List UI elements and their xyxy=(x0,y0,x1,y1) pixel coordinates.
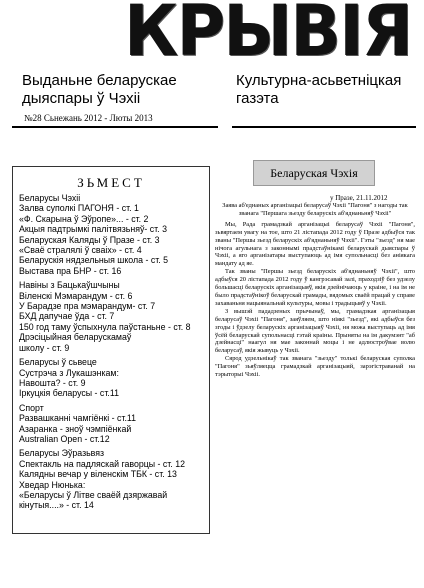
masthead-title: КРЫВІЯ xyxy=(124,0,412,72)
article xyxy=(215,202,415,379)
toc-entry: Развашканні чамгіёнкі - ст.11 xyxy=(19,413,137,424)
toc-entry: «Сваё стралялі ў сваіх» - ст. 4 xyxy=(19,245,142,256)
toc-entry: БХД дапучае ўда - ст. 7 xyxy=(19,311,115,322)
toc-entry: Беларуская Каляды ў Празе - ст. 3 xyxy=(19,234,160,245)
toc-entry: Беларускія нядзельныя школа - ст. 5 xyxy=(19,255,169,266)
divider-right xyxy=(232,126,416,128)
toc-entry: Калядны вечар у віленскім ТБК - ст. 13 xyxy=(19,469,177,480)
toc-entry: Навошта? - ст. 9 xyxy=(19,377,86,388)
article-paragraph: З вышэй пададзеных прычынаў, мы, грамадзкая арганізацыя беларусаў Чэхіі "Пагоня", заяўляем, што ніякі "зьезд", які адбыўся без згоды і ўдзелу беларускіх арганізацыяў Чэхіі, ня можа выступаць ад імя ўсёй беларускай супольнасці гэтай краіны. Прыняты на ім дакумэнт "аб дзейнасці" наагул ня мае законнай моцы і не адлюстроўвае волю беларусаў, якія жывуць у Чэхіі. xyxy=(215,307,415,355)
toc-heading: Спорт xyxy=(19,402,44,413)
article-paragraph: Так званы "Першы зьезд беларускіх аб'яднаньняў Чэхіі", што адбыўся 20 лістапада 2012 году ў кангрэсавай залі, праходзіў без удзелу большасці беларускіх арганізацыяў, якія дзейнічаюць у краіне, і на ім не было прадстаўнікоў беларускай грамады, вядомых сваёй працай у справе захаваньня нацыянальнай культуры, мовы і традыцыяў у Чэхіі. xyxy=(215,268,415,307)
publication-tagline: Культурна-асьветніцкая газэта xyxy=(236,72,402,107)
toc-entry: школу - ст. 9 xyxy=(19,342,70,353)
toc-entry: «Ф. Скарына ў Эўропе»... - ст. 2 xyxy=(19,213,149,224)
divider-left xyxy=(12,126,218,128)
toc-entry: «Беларусы ў Літве сваёй дзяржавай xyxy=(19,489,168,500)
article-paragraph: Мы, Рада грамадзкай арганізацыі беларусаў Чэхіі "Пагоня", зьвяртаем увагу на тое, што 21 лістапада 2012 году ў Празе адбыўся так званы "Першы зьезд беларускіх аб'яднаньняў Чэхіі". Гэты "зьезд" ня мае нічога агульнага з законнымі прадстаўнікамі беларускай дыяспары ў Чэхіі, а яго арганізатары выступаюць ад імя супольнасці без аніякага мандату ад яе. xyxy=(215,220,415,268)
toc-entry: Іркуцкія беларусы - ст.11 xyxy=(19,388,119,399)
article-lead: Заява аб'еднаных арганізацыі беларусаў Чэхіі "Пагоня" з нагоды так званага "Першага зьезду беларускіх аб'яднаньняў Чэхіі" xyxy=(222,202,408,217)
toc-heading: Беларусы Эўразьвяз xyxy=(19,448,105,459)
toc-entry: 150 год таму ўспыхнула паўстаньне - ст. 8 xyxy=(19,321,191,332)
toc-entry: Хведар Нюнька: xyxy=(19,479,86,490)
toc-entry: Акцыя падтрымкі палітвязьняў- ст. 3 xyxy=(19,224,167,235)
issue-number: №28 Сьнежань 2012 - Люты 2013 xyxy=(24,113,153,123)
toc-entry: Спектакль на падляскай гаворцы - ст. 12 xyxy=(19,458,186,469)
article-paragraph: Сярод удзельнікаў так званага "зьезду" толькі беларуская суполка "Пагоня" зьяўляецца грамадзкай арганізацыяй, зарэгістраванай на тэрыторыі Чэхіі. xyxy=(215,355,415,379)
dateline: у Празе, 21.11.2012 xyxy=(330,194,388,202)
toc-entry: У Барадзе пра мэмарандум- ст. 7 xyxy=(19,301,156,312)
toc-heading: Навіны з Бацькаўшчыны xyxy=(19,280,120,291)
toc-entry: Выстава пра БНР - ст. 16 xyxy=(19,265,122,276)
toc-entry: Дрэсіцыйная беларускамаў xyxy=(19,332,132,343)
publication-subtitle: Выданьне беларускае дыяспары ў Чэхіі xyxy=(22,72,177,107)
toc-entry: кінутыя....» - ст. 14 xyxy=(19,500,94,511)
toc-entry: Australian Open - ст.12 xyxy=(19,433,110,444)
toc-heading: Беларусы Чэхіі xyxy=(19,193,81,203)
section-label: Беларуская Чэхія xyxy=(253,160,375,186)
toc-entry: Віленскі Мэмарандум - ст. 6 xyxy=(19,290,133,301)
masthead xyxy=(0,0,424,72)
article-body xyxy=(215,221,415,379)
toc-list xyxy=(19,193,207,511)
toc-entry: Сустрэча з Лукашэнкам: xyxy=(19,367,119,378)
table-of-contents xyxy=(12,166,210,534)
toc-title: ЗЬМЕСТ xyxy=(77,175,145,190)
toc-entry: Азаранка - зноў чэмпіёнкай xyxy=(19,423,132,434)
toc-heading: Беларусы ў сьвеце xyxy=(19,357,97,368)
toc-entry: Залва суполкі ПАГОНЯ - ст. 1 xyxy=(19,203,139,214)
